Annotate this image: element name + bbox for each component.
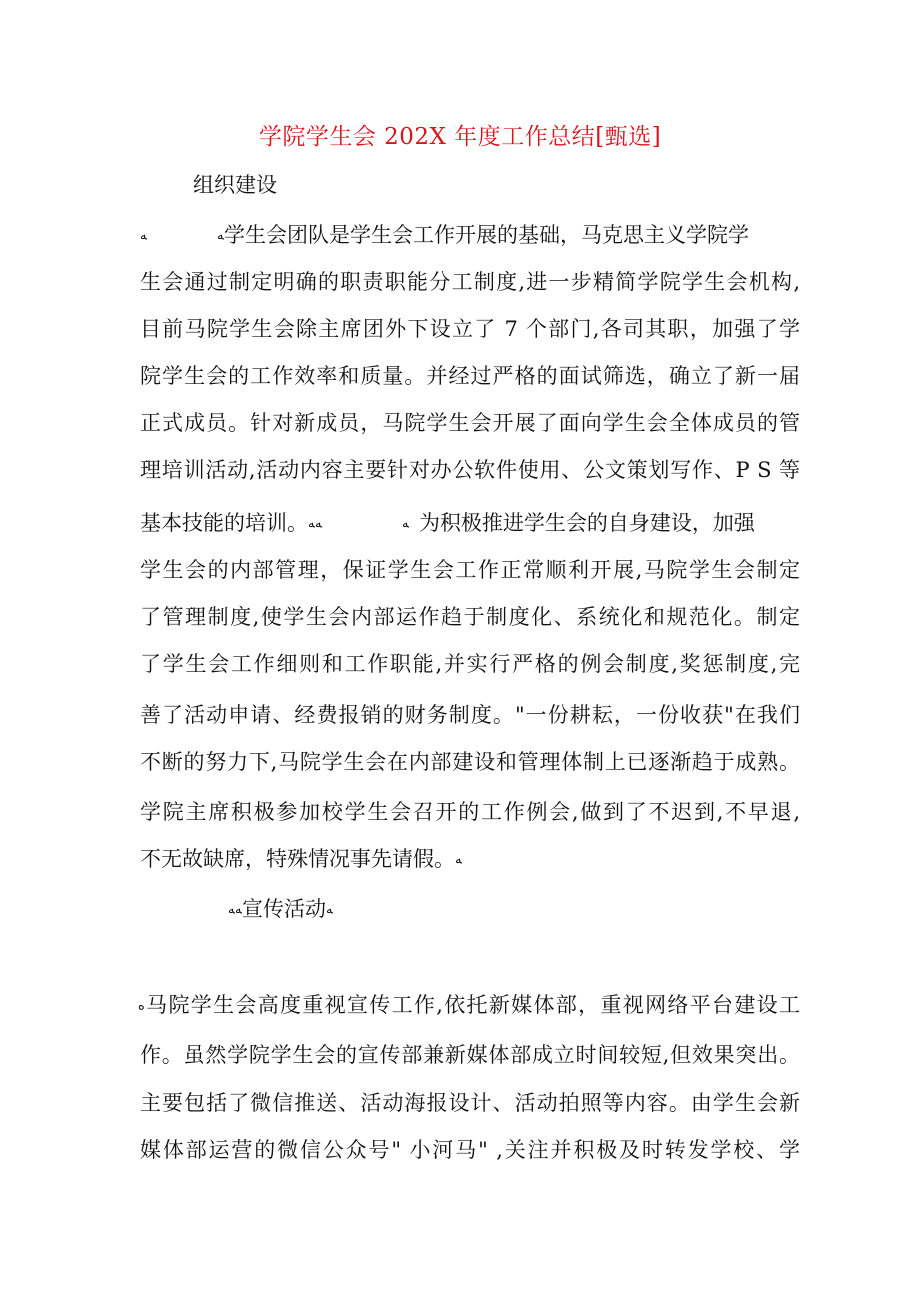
paragraph-text: 为积极推进学生会的自身建设，加强 xyxy=(418,511,755,535)
paragraph-line: 了管理制度,使学生会内部运作趋于制度化、系统化和规范化。制定 xyxy=(140,605,800,629)
paragraph-line xyxy=(138,990,800,1022)
marker-glyph: ﻪ xyxy=(401,516,409,532)
paragraph-line: 学生会的内部管理，保证学生会工作正常顺利开展,马院学生会制定 xyxy=(140,558,800,582)
section-heading-organization: 组织建设 xyxy=(193,173,277,197)
paragraph-line: 目前马院学生会除主席团外下设立了 7 个部门,各司其职，加强了学 xyxy=(140,317,800,341)
paragraph-line: 了学生会工作细则和工作职能,并实行严格的例会制度,奖惩制度,完 xyxy=(140,652,800,676)
section-heading-publicity xyxy=(228,894,333,926)
paragraph-text: 学生会团队是学生会工作开展的基础，马克思主义学院学 xyxy=(223,223,749,247)
marker-glyph: ﻩ xyxy=(138,998,145,1014)
marker-glyph: ﻪ xyxy=(140,228,147,244)
heading-text: 宣传活动 xyxy=(241,897,326,921)
paragraph-line: 院学生会的工作效率和质量。并经过严格的面试筛选，确立了新一届 xyxy=(140,364,800,388)
paragraph-line: 不断的努力下,马院学生会在内部建设和管理体制上已逐渐趋于成熟。 xyxy=(140,750,800,774)
paragraph-line xyxy=(140,220,800,252)
paragraph-line: 善了活动申请、经费报销的财务制度。"一份耕耘，一份收获"在我们 xyxy=(140,703,800,727)
marker-glyph: ﻪﻪ xyxy=(308,516,322,532)
marker-glyph: ﻪ xyxy=(325,902,333,918)
paragraph-line xyxy=(140,508,800,540)
marker-glyph: ﻪ xyxy=(455,852,462,868)
paragraph-line xyxy=(140,844,800,876)
paragraph-line: 作。虽然学院学生会的宣传部兼新媒体部成立时间较短,但效果突出。 xyxy=(140,1043,800,1067)
marker-glyph: ﻪ xyxy=(216,228,224,244)
paragraph-text: 不无故缺席，特殊情况事先请假。 xyxy=(140,847,455,871)
paragraph-line: 学院主席积极参加校学生会召开的工作例会,做到了不迟到,不早退, xyxy=(140,800,800,824)
marker-glyph: ﻪﻪ xyxy=(228,902,242,918)
paragraph-line: 媒体部运营的微信公众号" 小河马" ,关注并积极及时转发学校、学 xyxy=(140,1138,800,1162)
paragraph-line: 理培训活动,活动内容主要针对办公软件使用、公文策划写作、P S 等 xyxy=(140,458,800,482)
paragraph-line: 生会通过制定明确的职责职能分工制度,进一步精简学院学生会机构, xyxy=(140,270,800,294)
paragraph-line: 正式成员。针对新成员，马院学生会开展了面向学生会全体成员的管 xyxy=(140,411,800,435)
paragraph-text: 马院学生会高度重视宣传工作,依托新媒体部，重视网络平台建设工 xyxy=(144,993,800,1017)
document-title: 学院学生会 202X 年度工作总结[甄选] xyxy=(258,124,662,150)
paragraph-line: 主要包括了微信推送、活动海报设计、活动拍照等内容。由学生会新 xyxy=(140,1091,800,1115)
paragraph-text: 基本技能的培训。 xyxy=(140,511,308,535)
